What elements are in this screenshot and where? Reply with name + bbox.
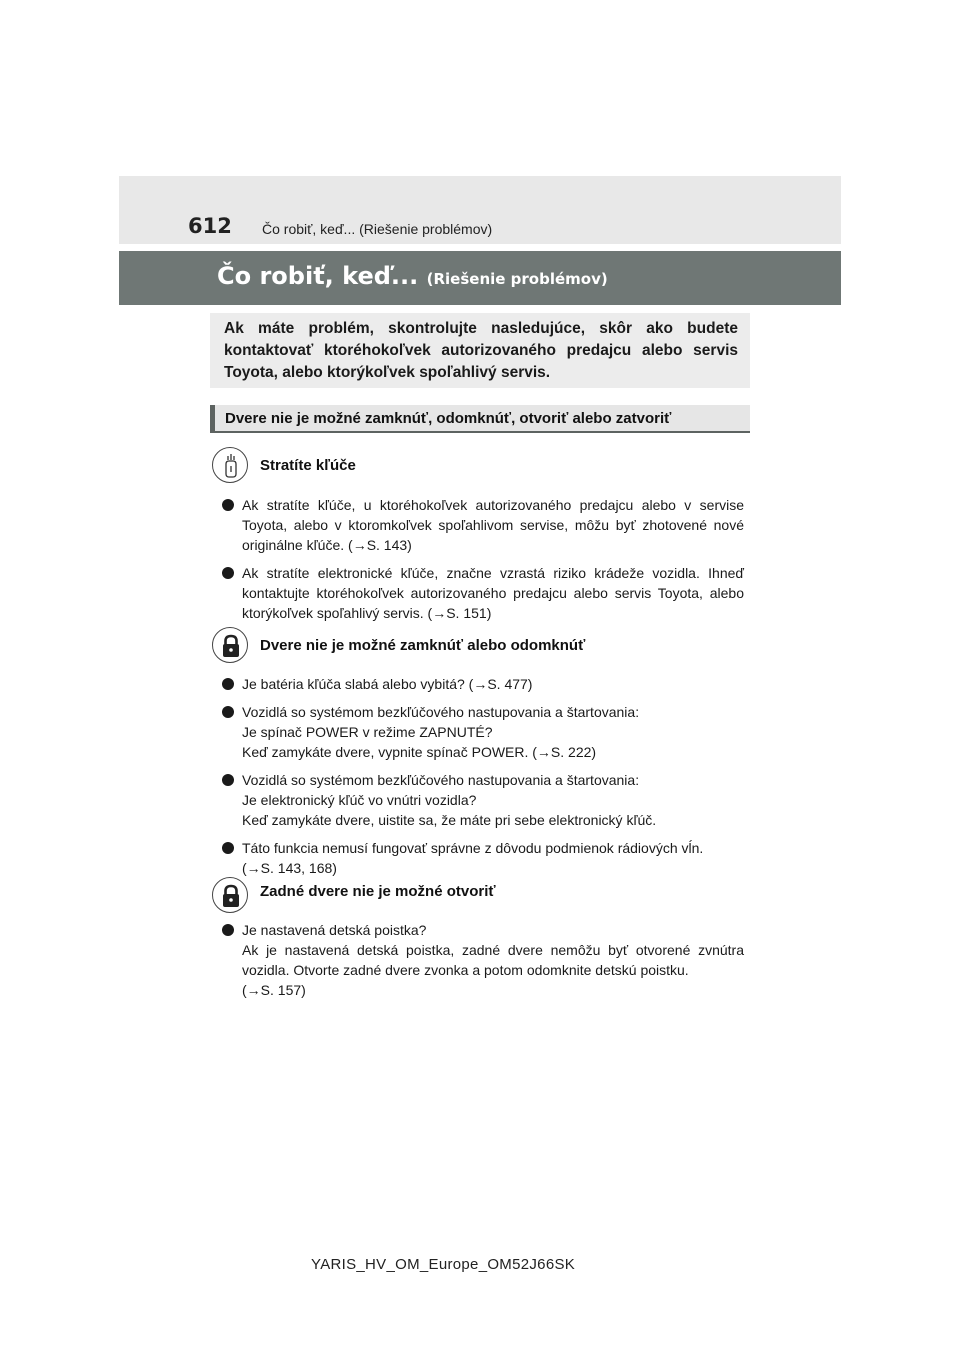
list-item: Vozidlá so systémom bezkľúčového nastupovania a štartovania: Je spínač POWER v režime ZAPNUTÉ? Keď zamykáte dvere, vypnite spínač POWER. (→S. 222) <box>222 702 744 762</box>
bullet-icon <box>222 774 234 786</box>
list-item: Je nastavená detská poistka? Ak je nastavená detská poistka, zadné dvere nemôžu byť otvorené zvnútra vozidla. Otvorte zadné dvere zvonka a potom odomknite detskú poistku. (→S. 157) <box>222 920 744 1000</box>
document-code: YARIS_HV_OM_Europe_OM52J66SK <box>311 1256 576 1273</box>
lock-icon <box>212 627 248 663</box>
list-item: Vozidlá so systémom bezkľúčového nastupovania a štartovania: Je elektronický kľúč vo vnútri vozidla? Keď zamykáte dvere, uistite sa, že máte pri sebe elektronický kľúč. <box>222 770 744 830</box>
key-icon <box>212 447 248 483</box>
lock-icon <box>212 877 248 913</box>
bullet-list-lost-keys <box>222 495 744 631</box>
bullet-icon <box>222 567 234 579</box>
subsection-title-lost-keys: Stratíte kľúče <box>260 457 356 474</box>
intro-box: Ak máte problém, skontrolujte nasledujúce, skôr ako budete kontaktovať ktoréhokoľvek autorizovaného predajcu alebo servis Toyota, alebo ktorýkoľvek spoľahlivý servis. <box>210 313 750 388</box>
list-item: Táto funkcia nemusí fungovať správne z dôvodu podmienok rádiových vĺn. (→S. 143, 168) <box>222 838 744 878</box>
bullet-list-lock-unlock <box>222 674 744 886</box>
subsection-title-rear-doors: Zadné dvere nie je možné otvoriť <box>260 883 496 900</box>
page-number: 612 <box>188 214 232 238</box>
subsection-title-lock-unlock: Dvere nie je možné zamknúť alebo odomknúť <box>260 637 586 654</box>
section-heading: Dvere nie je možné zamknúť, odomknúť, otvoriť alebo zatvoriť <box>210 405 750 433</box>
running-title: Čo robiť, keď... (Riešenie problémov) <box>262 221 493 237</box>
list-item: Ak stratíte elektronické kľúče, značne vzrastá riziko krádeže vozidla. Ihneď kontaktujte ktoréhokoľvek autorizovaného predajcu alebo servis Toyota, alebo ktorýkoľvek spoľahlivý servis. (→S. 151) <box>222 563 744 623</box>
page-title-sub: (Riešenie problémov) <box>426 270 608 288</box>
bullet-icon <box>222 706 234 718</box>
list-item: Je batéria kľúča slabá alebo vybitá? (→S. 477) <box>222 674 744 694</box>
title-bar <box>119 251 841 305</box>
list-item: Ak stratíte kľúče, u ktoréhokoľvek autorizovaného predajcu alebo v servise Toyota, alebo v ktoromkoľvek spoľahlivom servise, môžu byť zhotovené nové originálne kľúče. (→S. 143) <box>222 495 744 555</box>
bullet-icon <box>222 499 234 511</box>
bullet-icon <box>222 924 234 936</box>
page-title <box>217 262 608 290</box>
page-title-main: Čo robiť, keď... <box>217 262 419 290</box>
bullet-icon <box>222 678 234 690</box>
bullet-list-rear-doors <box>222 920 744 1008</box>
bullet-icon <box>222 842 234 854</box>
